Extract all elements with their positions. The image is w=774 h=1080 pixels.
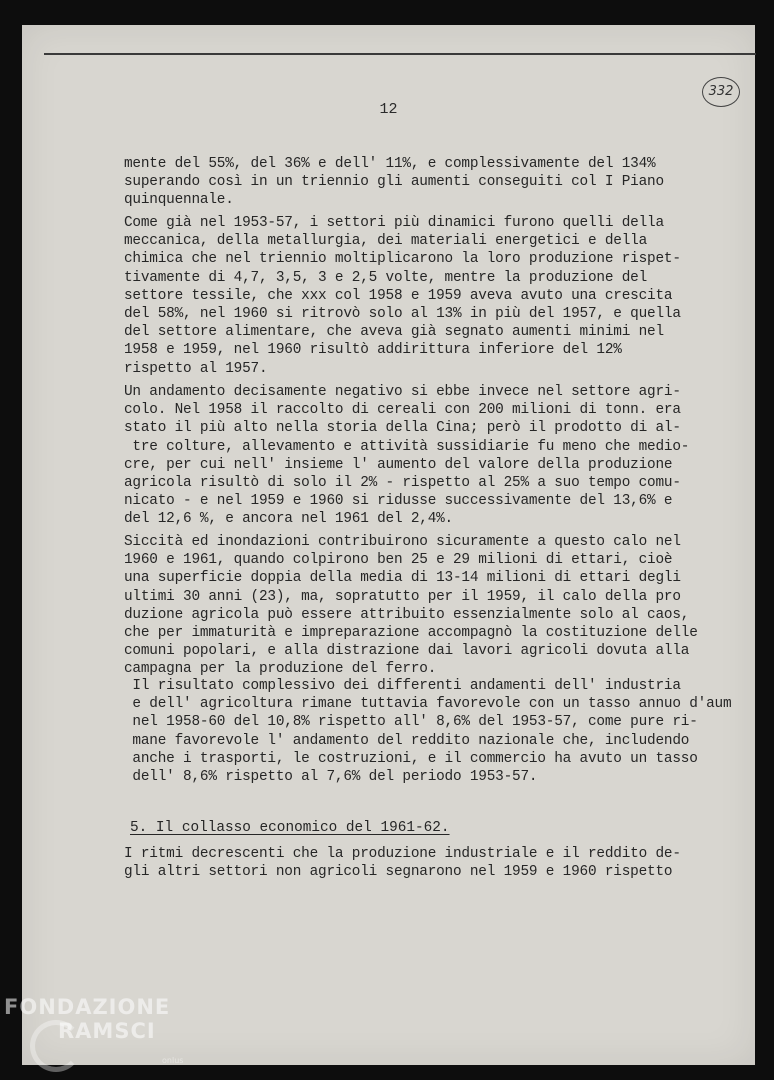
top-rule [44,53,756,55]
section-heading: 5. Il collasso economico del 1961-62. [130,820,450,836]
watermark-line2: RAMSCI [58,1019,156,1043]
paragraph-1: mente del 55%, del 36% e dell' 11%, e complessivamente del 134% superando così in un triennio gli aumenti conseguiti col I Piano quinquennale. [124,156,664,209]
page-number: 12 [379,101,398,118]
paragraph-2: Come già nel 1953-57, i settori più dinamici furono quelli della meccanica, della metallurgia, dei materiali energetici e della chimica che nel triennio moltiplicarono la loro produzione rispet- tivamente di 4,7, 3,5, 3 e 2,5 volte, mentre la produzione del settore tessile, che xxx col 1958 e 1959 aveva avuto una crescita del 58%, nel 1960 si ritrovò solo al 13% in più del 1957, e quella del settore alimentare, che aveva già segnato aumenti minimi nel 1958 e 1959, nel 1960 risultò addirittura inferiore del 12% rispetto al 1957. [124,215,681,377]
section-intro: I ritmi decrescenti che la produzione industriale e il reddito de- gli altri settori non agricoli segnarono nel 1959 e 1960 rispetto [124,846,681,881]
watermark [4,995,184,1065]
watermark-line1: FONDAZIONE [4,995,171,1019]
paragraph-4: Siccità ed inondazioni contribuirono sicuramente a questo calo nel 1960 e 1961, quando colpirono ben 25 e 29 milioni di ettari, cioè una superficie doppia della media di 13-14 milioni di ettari degli ultimi 30 anni (23), ma, sopratutto per il 1959, il calo della pro duzione agricola può essere attribuito essenzialmente solo al caos, che per immaturità e impreparazione accompagnò la costituzione delle comuni popolari, e alla distrazione dai lavori agricoli dovuta alla campagna per la produzione del ferro. [124,534,698,678]
paragraph-3: Un andamento decisamente negativo si ebbe invece nel settore agri- colo. Nel 1958 il raccolto di cereali con 200 milioni di tonn. era stato il più alto nella storia della Cina; però il prodotto di al- tre colture, allevamento e attività sussidiarie fu meno che medio- cre, per cui nell' insieme l' aumento del valore della produzione agricola risultò di solo il 2% - rispetto al 25% a suo tempo comu- nicato - e nel 1959 e 1960 si ridusse successivamente del 13,6% e del 12,6 %, e ancora nel 1961 del 2,4%. [124,384,690,528]
document-page [22,25,755,1065]
watermark-suffix: onlus [162,1056,184,1065]
paragraph-5: Il risultato complessivo dei differenti andamenti dell' industria e dell' agricoltura rimane tuttavia favorevole con un tasso annuo d'aum nel 1958-60 del 10,8% rispetto all' 8,6% del 1953-57, come pure ri- mane favorevole l' andamento del reddito nazionale che, includendo anche i trasporti, le costruzioni, e il commercio ha avuto un tasso dell' 8,6% rispetto al 7,6% del periodo 1953-57. [132,678,732,786]
archive-stamp: 332 [702,77,740,107]
